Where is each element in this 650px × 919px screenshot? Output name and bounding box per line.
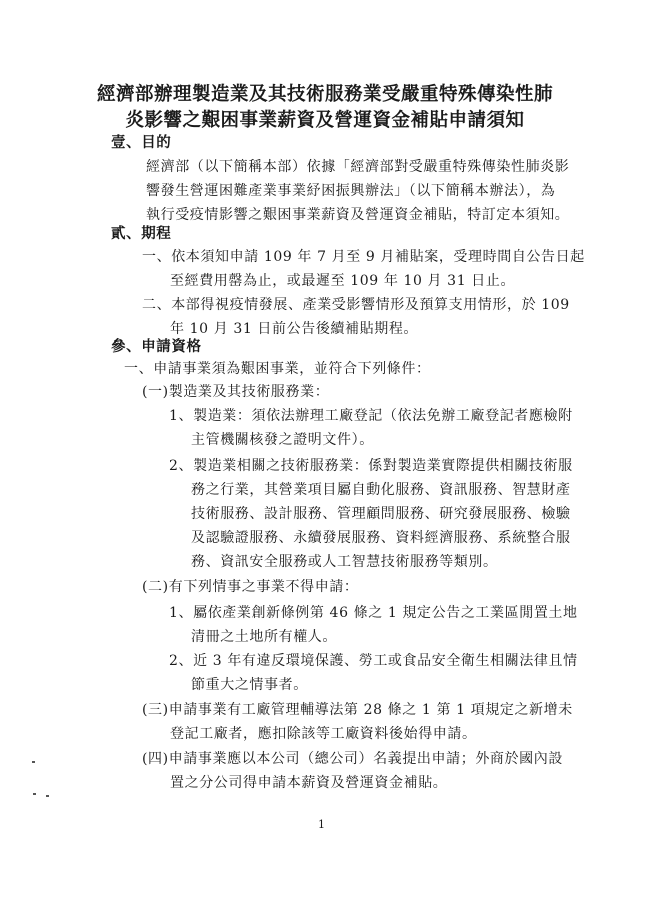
document-title-line-1: 經濟部辦理製造業及其技術服務業受嚴重特殊傳染性肺	[96, 84, 553, 105]
eligibility-sub-1: (一)製造業及其技術服務業：	[142, 384, 330, 400]
eligibility-sub-2-1: 1、屬依產業創新條例第 46 條之 1 規定公告之工業區閒置土地	[169, 605, 578, 621]
eligibility-sub-1-1-cont: 主管機關核發之證明文件）。	[191, 432, 374, 448]
eligibility-sub-2-1-cont: 清冊之土地所有權人。	[191, 629, 337, 645]
eligibility-sub-2-2: 2、近 3 年有違反環境保護、勞工或食品安全衛生相關法律且情	[169, 653, 578, 669]
eligibility-sub-2: (二)有下列情事之事業不得申請：	[142, 579, 359, 595]
purpose-text-line: 執行受疫情影響之艱困事業薪資及營運資金補貼，特訂定本須知。	[146, 207, 570, 223]
eligibility-sub-1-2: 2、製造業相關之技術服務業：係對製造業實際提供相關技術服	[169, 458, 573, 474]
scan-speck	[33, 793, 36, 795]
schedule-item-1: 一、依本須知申請 109 年 7 月至 9 月補貼案，受理時間自公告日起	[142, 249, 585, 265]
document-title-line-2: 炎影響之艱困事業薪資及營運資金補貼申請須知	[125, 110, 525, 131]
eligibility-sub-1-2-cont: 務、資訊安全服務或人工智慧技術服務等類別。	[191, 554, 498, 570]
eligibility-sub-3-cont: 登記工廠者，應扣除該等工廠資料後始得申請。	[170, 726, 477, 742]
eligibility-sub-3: (三)申請事業有工廠管理輔導法第 28 條之 1 第 1 項規定之新增未	[142, 702, 573, 718]
page-number: 1	[318, 818, 325, 831]
schedule-item-2-cont: 年 10 月 31 日前公告後續補貼期程。	[170, 321, 419, 337]
purpose-text-line: 經濟部（以下簡稱本部）依據「經濟部對受嚴重特殊傳染性肺炎影	[146, 159, 570, 175]
scan-speck	[32, 761, 35, 763]
eligibility-sub-1-1: 1、製造業：須依法辦理工廠登記（依法免辦工廠登記者應檢附	[169, 408, 573, 424]
section-heading-purpose: 壹、目的	[111, 134, 172, 151]
eligibility-sub-2-2-cont: 節重大之情事者。	[191, 677, 308, 693]
eligibility-sub-1-2-cont: 技術服務、設計服務、管理顧問服務、研究發展服務、檢驗	[191, 506, 571, 522]
eligibility-sub-4: (四)申請事業應以本公司（總公司）名義提出申請；外商於國內設	[142, 751, 563, 767]
section-heading-eligibility: 參、申請資格	[111, 338, 202, 355]
purpose-text-line: 響發生營運困難產業事業紓困振興辦法」（以下簡稱本辦法），為	[146, 183, 556, 199]
section-heading-schedule: 貳、期程	[111, 225, 172, 242]
eligibility-sub-1-2-cont: 及認驗證服務、永續發展服務、資料經濟服務、系統整合服	[191, 530, 571, 546]
schedule-item-2: 二、本部得視疫情發展、產業受影響情形及預算支用情形，於 109	[142, 297, 570, 313]
schedule-item-1-cont: 至經費用罄為止，或最遲至 109 年 10 月 31 日止。	[170, 273, 516, 289]
eligibility-sub-1-2-cont: 務之行業，其營業項目屬自動化服務、資訊服務、智慧財產	[191, 482, 571, 498]
eligibility-item-1: 一、申請事業須為艱困事業，並符合下列條件：	[124, 361, 431, 377]
scan-speck	[46, 795, 49, 797]
eligibility-sub-4-cont: 置之分公司得申請本薪資及營運資金補貼。	[170, 775, 448, 791]
